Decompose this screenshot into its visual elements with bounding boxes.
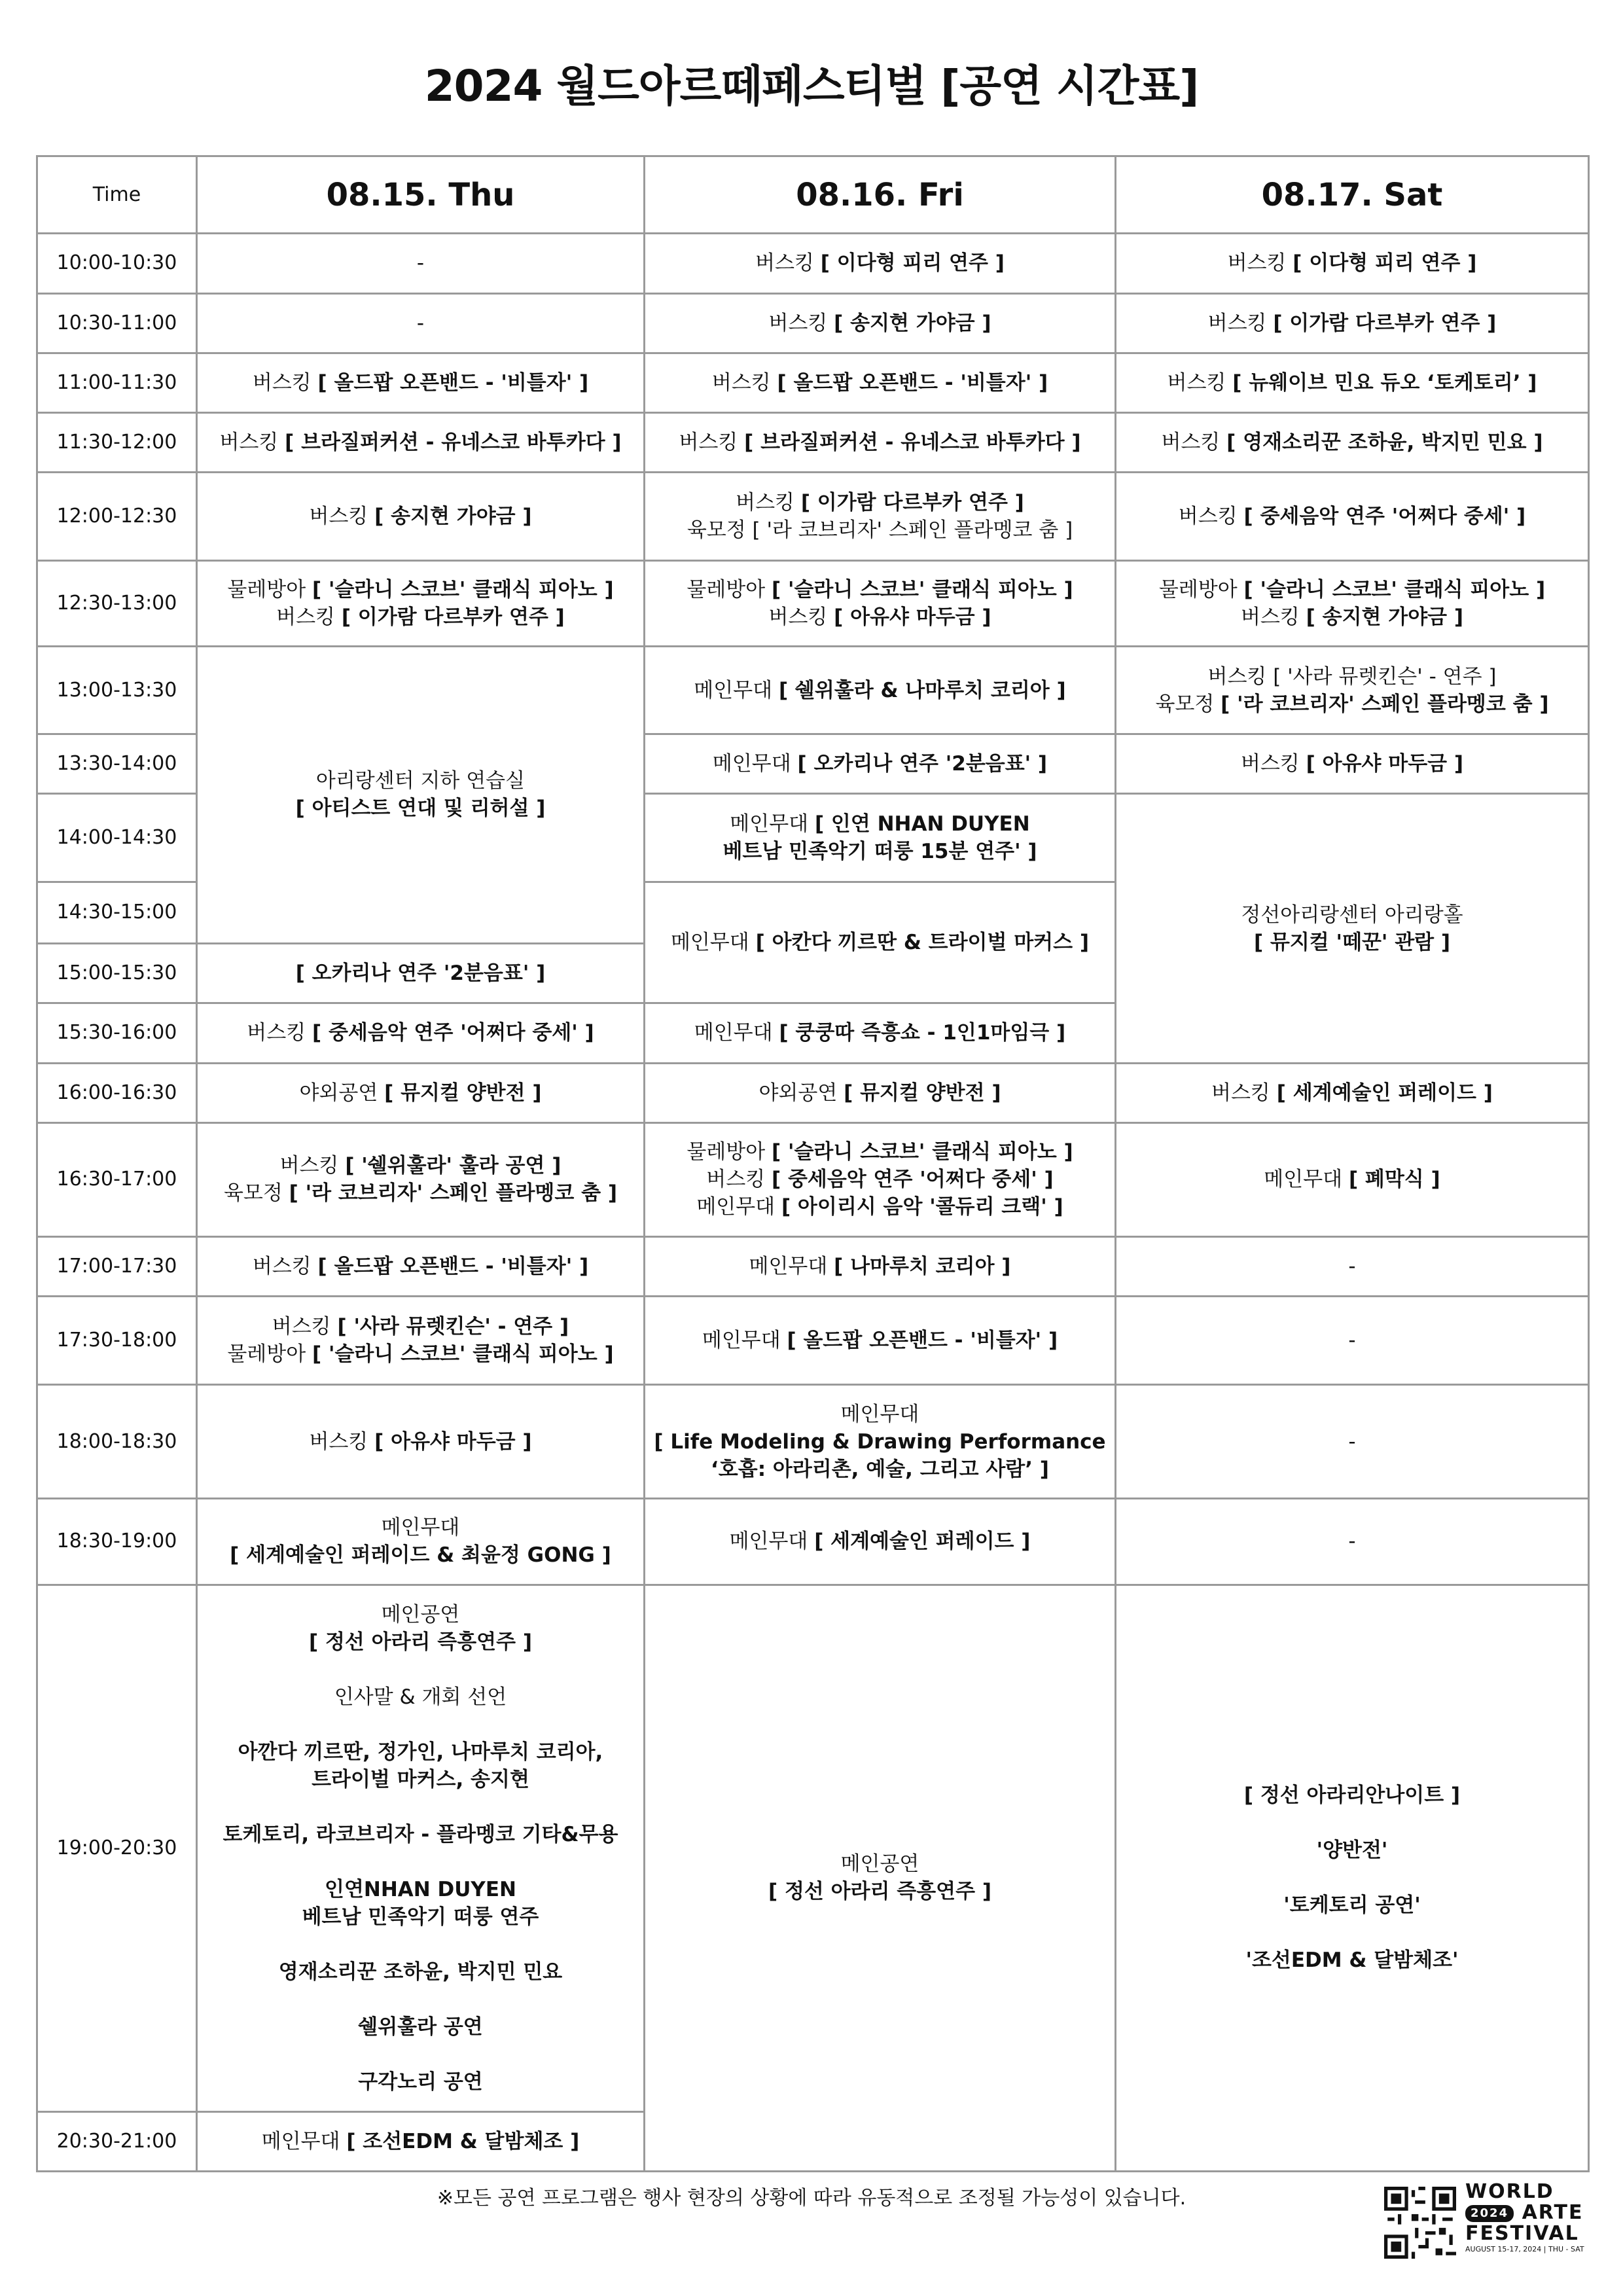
time-slot: 11:00-11:30: [37, 353, 197, 412]
cell-spacer: [204, 1986, 637, 2013]
day-header-sat: 08.17. Sat: [1116, 156, 1589, 234]
cell-thu: [197, 1297, 645, 1384]
cell-thu: [197, 293, 645, 353]
performance-title: 트라이벌 마커스, 송지현: [312, 1767, 529, 1791]
performance-title: [ 이가람 다르부카 연주 ]: [341, 605, 565, 629]
cell-line: [652, 1079, 1108, 1107]
cell-line: -: [1348, 1255, 1356, 1279]
venue-label: 메인무대: [749, 1255, 834, 1279]
time-slot: 12:30-13:00: [37, 560, 197, 646]
cell-thu: [197, 234, 645, 293]
venue-label: 메인무대: [729, 1530, 815, 1554]
cell-line: [204, 603, 637, 631]
venue-label: 버스킹: [1240, 752, 1306, 776]
venue-label: 버스킹: [706, 1168, 772, 1192]
cell-line: [204, 1179, 637, 1207]
performance-title: [ 송지현 가야금 ]: [834, 311, 991, 335]
performance-title: [ 오카리나 연주 '2분음표' ]: [295, 961, 546, 986]
venue-label: 버스킹: [755, 251, 821, 276]
venue-label: 야외공연: [758, 1081, 844, 1105]
cell-fri: [645, 293, 1116, 353]
performance-title: [ 정선 아라리안나이트 ]: [1243, 1784, 1461, 1808]
cell-line: [652, 1878, 1108, 1905]
performance-title: [ 세계예술인 퍼레이드 ]: [814, 1530, 1031, 1554]
cell-line: -: [1348, 1530, 1356, 1554]
cell-line: [652, 1401, 1108, 1428]
qr-code-icon: [1384, 2187, 1456, 2259]
performance-title: [ 폐막식 ]: [1348, 1168, 1440, 1192]
cell-line: [652, 810, 1108, 838]
cell-line: -: [416, 251, 425, 276]
performance-title: [ 영재소리꾼 조하윤, 박지민 민요 ]: [1226, 431, 1543, 455]
cell-line: [204, 1514, 637, 1541]
cell-line: [652, 1327, 1108, 1354]
cell-line: [652, 1166, 1108, 1193]
cell-thu: [197, 413, 645, 473]
venue-label: 메인무대: [702, 1329, 787, 1353]
cell-line: [1123, 1946, 1581, 1974]
venue-label: 메인공연: [840, 1852, 919, 1876]
cell-spacer: [204, 1711, 637, 1738]
page-title: 2024 월드아르떼페스티벌 [공연 시간표]: [424, 61, 1199, 111]
performance-title: [ 송지현 가야금 ]: [1306, 605, 1464, 629]
cell-sat: [1116, 1297, 1589, 1384]
cell-line: [652, 750, 1108, 778]
performance-title: [ '슬라니 스코브' 클래식 피아노 ]: [772, 1140, 1073, 1164]
venue-label: 물레방아: [227, 577, 312, 601]
cell-spacer: [1123, 1919, 1581, 1946]
performance-title: [ 이다형 피리 연주 ]: [820, 251, 1005, 276]
time-slot: 14:30-15:00: [37, 882, 197, 943]
cell-thu: [197, 1003, 645, 1063]
cell-thu-rehearsal: [197, 646, 645, 943]
cell-thu: [197, 1063, 645, 1122]
cell-line: [1123, 310, 1581, 337]
time-slot: 16:30-17:00: [37, 1122, 197, 1236]
performance-title: [ 아티스트 연대 및 리허설 ]: [295, 797, 546, 821]
performance-title: [ '슬라니 스코브' 클래식 피아노 ]: [312, 1342, 614, 1367]
venue-label: 버스킹: [768, 605, 834, 629]
time-slot: 18:00-18:30: [37, 1384, 197, 1498]
performance-title: [ 나마루치 코리아 ]: [834, 1255, 1011, 1279]
schedule-table: [36, 155, 1590, 2172]
performance-title: [ 올드팝 오픈밴드 - '비틀자' ]: [777, 370, 1048, 395]
cell-line: [652, 603, 1108, 631]
performance-title: [ '사라 뮤렛킨슨' - 연주 ]: [337, 1315, 569, 1339]
festival-logo: [1384, 2181, 1594, 2273]
cell-line: [204, 1738, 637, 1766]
cell-spacer: [1123, 1809, 1581, 1837]
venue-label: 메인무대: [840, 1402, 919, 1426]
cell-thu: [197, 1499, 645, 1585]
venue-label: 메인무대: [1264, 1168, 1349, 1192]
cell-sat: [1116, 1122, 1589, 1236]
performance-title: [ 뮤지컬 '떼꾼' 관람 ]: [1253, 930, 1451, 954]
cell-sat: [1116, 1499, 1589, 1585]
cell-line: [652, 1138, 1108, 1166]
cell-line: [204, 1683, 637, 1711]
performance-title: [ 브라질퍼커션 - 유네스코 바투카다 ]: [744, 431, 1081, 455]
cell-line: [1123, 1079, 1581, 1107]
cell-line: [204, 2013, 637, 2041]
logo-word-arte: ARTE: [1522, 2201, 1584, 2224]
cell-thu: [197, 944, 645, 1003]
cell-fri: [645, 413, 1116, 473]
venue-label: 인사말 & 개회 선언: [334, 1685, 507, 1709]
cell-sat: [1116, 293, 1589, 353]
cell-line: [204, 1541, 637, 1569]
cell-sat: [1116, 646, 1589, 734]
cell-fri: [645, 1122, 1116, 1236]
performance-title: [ '라 코브리자' 스페인 플라멩코 춤 ]: [1221, 692, 1549, 716]
time-slot: 15:30-16:00: [37, 1003, 197, 1063]
cell-line: [204, 1903, 637, 1931]
cell-fri: [645, 734, 1116, 794]
cell-line: [204, 1428, 637, 1456]
cell-line: [204, 1766, 637, 1793]
cell-line: -: [1348, 1329, 1356, 1353]
venue-label: 메인무대: [694, 678, 779, 702]
cell-line: [652, 1253, 1108, 1280]
cell-sat: [1116, 473, 1589, 560]
performance-title: '조선EDM & 달밤체조': [1245, 1948, 1459, 1973]
performance-title: [ '슬라니 스코브' 클래식 피아노 ]: [772, 577, 1073, 601]
cell-line: [204, 1019, 637, 1047]
cell-fri: [645, 473, 1116, 560]
time-slot: 17:30-18:00: [37, 1297, 197, 1384]
performance-title: [ Life Modeling & Drawing Performance: [654, 1429, 1106, 1454]
performance-title: [ 중세음악 연주 '어쩌다 중세' ]: [772, 1168, 1054, 1192]
performance-title: 영재소리꾼 조하윤, 박지민 민요: [278, 1960, 563, 1984]
cell-line: [204, 1079, 637, 1107]
cell-line: [652, 1019, 1108, 1047]
cell-sat: [1116, 1384, 1589, 1498]
performance-title: 쉘위훌라 공연: [358, 2015, 483, 2039]
cell-thu: [197, 560, 645, 646]
venue-label: 물레방아: [687, 1140, 772, 1164]
performance-title: [ 아칸다 끼르딴 & 트라이벌 마커스 ]: [755, 931, 1090, 955]
performance-title: 베트남 민족악기 떠룽 15분 연주' ]: [722, 840, 1037, 864]
venue-label: 버스킹: [736, 490, 801, 514]
cell-line: [204, 795, 637, 822]
cell-spacer: [204, 2041, 637, 2068]
time-slot: 16:00-16:30: [37, 1063, 197, 1122]
cell-line: [1123, 369, 1581, 397]
venue-label: 메인무대: [694, 1021, 779, 1045]
footer-note: ※모든 공연 프로그램은 행사 현장의 상황에 따라 유동적으로 조정될 가능성이 있습니다.: [437, 2187, 1186, 2210]
time-slot: 11:30-12:00: [37, 413, 197, 473]
venue-label: 버스킹: [247, 1021, 312, 1045]
venue-label: 야외공연: [299, 1081, 385, 1105]
cell-line: [204, 576, 637, 603]
cell-line: [204, 369, 637, 397]
venue-label: 육모정 [ '라 코브리자' 스페인 플라멩코 춤 ]: [687, 518, 1073, 542]
cell-line: [652, 1456, 1108, 1483]
performance-title: [ 쉘위훌라 & 나마루치 코리아 ]: [778, 678, 1066, 702]
performance-title: '토케토리 공연': [1283, 1893, 1421, 1918]
performance-title: [ 송지현 가야금 ]: [374, 504, 532, 528]
logo-dates: AUGUST 15-17, 2024 | THU - SAT: [1465, 2245, 1584, 2253]
performance-title: [ 세계예술인 퍼레이드 & 최윤정 GONG ]: [230, 1543, 611, 1568]
venue-label: 물레방아: [687, 577, 772, 601]
cell-spacer: [204, 1931, 637, 1958]
venue-label: 버스킹: [1178, 504, 1244, 528]
cell-sat: [1116, 1237, 1589, 1297]
venue-label: 버스킹: [219, 431, 285, 455]
performance-title: [ 뮤지컬 양반전 ]: [384, 1081, 542, 1105]
performance-title: [ 조선EDM & 달밤체조 ]: [346, 2129, 580, 2153]
venue-label: 버스킹: [1227, 251, 1293, 276]
venue-label: 버스킹: [272, 1315, 338, 1339]
cell-fri: [645, 353, 1116, 412]
cell-line: [204, 1253, 637, 1280]
cell-sat: [1116, 560, 1589, 646]
performance-title: [ 정선 아라리 즉흥연주 ]: [308, 1630, 533, 1654]
cell-line: [204, 1601, 637, 1628]
performance-title: [ 올드팝 오픈밴드 - '비틀자' ]: [317, 370, 589, 395]
cell-thu-main: [197, 1585, 645, 2111]
performance-title: [ '슬라니 스코브' 클래식 피아노 ]: [1243, 577, 1546, 601]
cell-line: [652, 1528, 1108, 1555]
venue-label: 버스킹: [309, 1429, 375, 1454]
cell-line: [652, 929, 1108, 956]
cell-line: [652, 310, 1108, 337]
cell-line: [1123, 249, 1581, 277]
cell-thu: [197, 353, 645, 412]
cell-fri: [645, 1003, 1116, 1063]
cell-fri: [645, 234, 1116, 293]
venue-label: 버스킹: [1167, 370, 1233, 395]
cell-line: [204, 767, 637, 795]
cell-line: [1123, 603, 1581, 631]
time-slot: 10:30-11:00: [37, 293, 197, 353]
performance-title: [ 올드팝 오픈밴드 - '비틀자' ]: [787, 1329, 1058, 1353]
cell-line: -: [1348, 1429, 1356, 1454]
performance-title: [ 아유샤 마두금 ]: [834, 605, 991, 629]
performance-title: [ 브라질퍼커션 - 유네스코 바투카다 ]: [285, 431, 622, 455]
cell-thu: [197, 1384, 645, 1498]
cell-line: [204, 1313, 637, 1340]
cell-line: [652, 489, 1108, 516]
performance-title: [ 아이리시 음악 '콜듀리 크랙' ]: [781, 1195, 1063, 1219]
cell-line: [204, 429, 637, 456]
performance-title: [ 정선 아라리 즉흥연주 ]: [768, 1880, 992, 1904]
cell-fri-akanda: [645, 882, 1116, 1003]
cell-line: -: [416, 311, 425, 335]
time-slot: 20:30-21:00: [37, 2111, 197, 2171]
venue-label: 육모정: [1155, 692, 1221, 716]
venue-label: 버스킹: [1240, 605, 1306, 629]
cell-line: [652, 369, 1108, 397]
venue-label: 아리랑센터 지하 연습실: [315, 769, 526, 793]
venue-label: 버스킹 [ '사라 뮤렛킨슨' - 연주 ]: [1207, 664, 1497, 689]
cell-line: [1123, 429, 1581, 456]
venue-label: 물레방아: [227, 1342, 312, 1367]
cell-line: [1123, 750, 1581, 778]
venue-label: 메인공연: [381, 1602, 460, 1626]
performance-title: [ 올드팝 오픈밴드 - '비틀자' ]: [317, 1255, 589, 1279]
logo-word-world: WORLD: [1465, 2180, 1554, 2203]
day-header-fri: 08.16. Fri: [645, 156, 1116, 234]
cell-fri: [645, 646, 1116, 734]
cell-line: [1123, 1782, 1581, 1809]
cell-line: [204, 1958, 637, 1986]
venue-label: 메인무대: [696, 1195, 781, 1219]
performance-title: ‘호흡: 아라리촌, 예술, 그리고 사람’ ]: [711, 1457, 1049, 1481]
cell-line: [652, 1193, 1108, 1221]
venue-label: 버스킹: [309, 504, 375, 528]
cell-fri: [645, 560, 1116, 646]
cell-line: [1123, 691, 1581, 718]
cell-line: [1123, 1166, 1581, 1193]
performance-title: 구각노리 공연: [358, 2070, 483, 2094]
logo-year: 2024: [1465, 2205, 1514, 2222]
performance-title: [ 이다형 피리 연주 ]: [1293, 251, 1477, 276]
performance-title: 인연NHAN DUYEN: [325, 1877, 516, 1901]
performance-title: [ 쿵쿵따 즉흥쇼 - 1인1마임극 ]: [779, 1021, 1066, 1045]
cell-line: [652, 1850, 1108, 1878]
performance-title: [ '슬라니 스코브' 클래식 피아노 ]: [312, 577, 614, 601]
performance-title: [ 세계예술인 퍼레이드 ]: [1276, 1081, 1493, 1105]
cell-spacer: [204, 1793, 637, 1821]
cell-line: [652, 429, 1108, 456]
cell-thu: [197, 1122, 645, 1236]
cell-line: [1123, 929, 1581, 956]
cell-line: [204, 1628, 637, 1656]
cell-line: [204, 2128, 637, 2155]
time-slot: 17:00-17:30: [37, 1237, 197, 1297]
cell-line: [1123, 503, 1581, 530]
cell-line: [204, 1876, 637, 1903]
cell-sat-main: [1116, 1585, 1589, 2171]
logo-word-festival: FESTIVAL: [1465, 2222, 1579, 2245]
time-slot: 15:00-15:30: [37, 944, 197, 1003]
venue-label: 메인무대: [730, 812, 815, 836]
time-slot: 12:00-12:30: [37, 473, 197, 560]
performance-title: '양반전': [1316, 1839, 1388, 1863]
cell-line: [652, 1428, 1108, 1456]
venue-label: 메인무대: [712, 752, 798, 776]
performance-title: [ 이가람 다르부카 연주 ]: [800, 490, 1024, 514]
cell-line: [652, 677, 1108, 704]
venue-label: 버스킹: [279, 1154, 346, 1178]
venue-label: 버스킹: [1161, 431, 1227, 455]
venue-label: 메인무대: [261, 2129, 347, 2153]
time-slot: 13:30-14:00: [37, 734, 197, 794]
venue-label: 버스킹: [1207, 311, 1274, 335]
venue-label: 버스킹: [252, 370, 318, 395]
performance-title: [ 중세음악 연주 '어쩌다 중세' ]: [1243, 504, 1526, 528]
cell-thu: [197, 2111, 645, 2171]
cell-line: [204, 960, 637, 987]
venue-label: 육모정: [223, 1181, 289, 1206]
performance-title: 토케토리, 라코브리자 - 플라멩코 기타&무용: [223, 1822, 618, 1846]
venue-label: 정선아리랑센터 아리랑홀: [1241, 903, 1463, 927]
time-header: Time: [37, 156, 197, 234]
day-header-thu: 08.15. Thu: [197, 156, 645, 234]
cell-line: [652, 838, 1108, 865]
venue-label: 버스킹: [252, 1255, 318, 1279]
cell-line: [1123, 901, 1581, 929]
performance-title: [ 뉴웨이브 민요 듀오 ‘토케토리’ ]: [1232, 370, 1537, 395]
cell-line: [652, 576, 1108, 603]
performance-title: [ '쉘위훌라' 훌라 공연 ]: [345, 1154, 562, 1178]
cell-spacer: [1123, 1864, 1581, 1892]
venue-label: 버스킹: [679, 431, 745, 455]
time-slot: 14:00-14:30: [37, 794, 197, 882]
performance-title: [ 아유샤 마두금 ]: [1306, 752, 1464, 776]
performance-title: [ 오카리나 연주 '2분음표' ]: [797, 752, 1048, 776]
cell-line: [652, 516, 1108, 544]
performance-title: [ 뮤지컬 양반전 ]: [844, 1081, 1001, 1105]
cell-thu: [197, 1237, 645, 1297]
performance-title: [ '라 코브리자' 스페인 플라멩코 춤 ]: [289, 1181, 618, 1206]
cell-sat: [1116, 413, 1589, 473]
performance-title: [ 이가람 다르부카 연주 ]: [1273, 311, 1497, 335]
cell-fri: [645, 1499, 1116, 1585]
time-slot: 10:00-10:30: [37, 234, 197, 293]
cell-line: [652, 249, 1108, 277]
cell-spacer: [204, 1848, 637, 1876]
cell-fri: [645, 1237, 1116, 1297]
cell-sat: [1116, 734, 1589, 794]
venue-label: 버스킹: [276, 605, 342, 629]
performance-title: 아깐다 끼르딴, 정가인, 나마루치 코리아,: [238, 1740, 603, 1764]
cell-sat: [1116, 234, 1589, 293]
cell-fri: [645, 1297, 1116, 1384]
venue-label: 물레방아: [1158, 577, 1244, 601]
cell-line: [1123, 663, 1581, 691]
performance-title: [ 중세음악 연주 '어쩌다 중세' ]: [312, 1021, 594, 1045]
time-slot: 13:00-13:30: [37, 646, 197, 734]
performance-title: 베트남 민족악기 떠룽 연주: [302, 1905, 539, 1929]
cell-line: [204, 2068, 637, 2096]
cell-line: [204, 503, 637, 530]
cell-line: [1123, 576, 1581, 603]
venue-label: 버스킹: [1211, 1081, 1277, 1105]
venue-label: 메인무대: [381, 1516, 460, 1540]
time-slot: 18:30-19:00: [37, 1499, 197, 1585]
cell-line: [1123, 1837, 1581, 1864]
cell-line: [204, 1821, 637, 1848]
cell-sat: [1116, 1063, 1589, 1122]
cell-fri: [645, 1063, 1116, 1122]
cell-spacer: [204, 1656, 637, 1683]
cell-line: [1123, 1892, 1581, 1919]
cell-line: [204, 1152, 637, 1179]
performance-title: [ 인연 NHAN DUYEN: [814, 812, 1030, 836]
performance-title: [ 아유샤 마두금 ]: [374, 1429, 532, 1454]
cell-thu: [197, 473, 645, 560]
venue-label: 버스킹: [768, 311, 834, 335]
cell-fri: [645, 794, 1116, 882]
cell-fri-main: [645, 1585, 1116, 2171]
venue-label: 메인무대: [670, 931, 756, 955]
cell-sat-musical: [1116, 794, 1589, 1063]
venue-label: 버스킹: [711, 370, 777, 395]
cell-sat: [1116, 353, 1589, 412]
time-slot: 19:00-20:30: [37, 1585, 197, 2111]
cell-line: [204, 1340, 637, 1368]
cell-fri: [645, 1384, 1116, 1498]
